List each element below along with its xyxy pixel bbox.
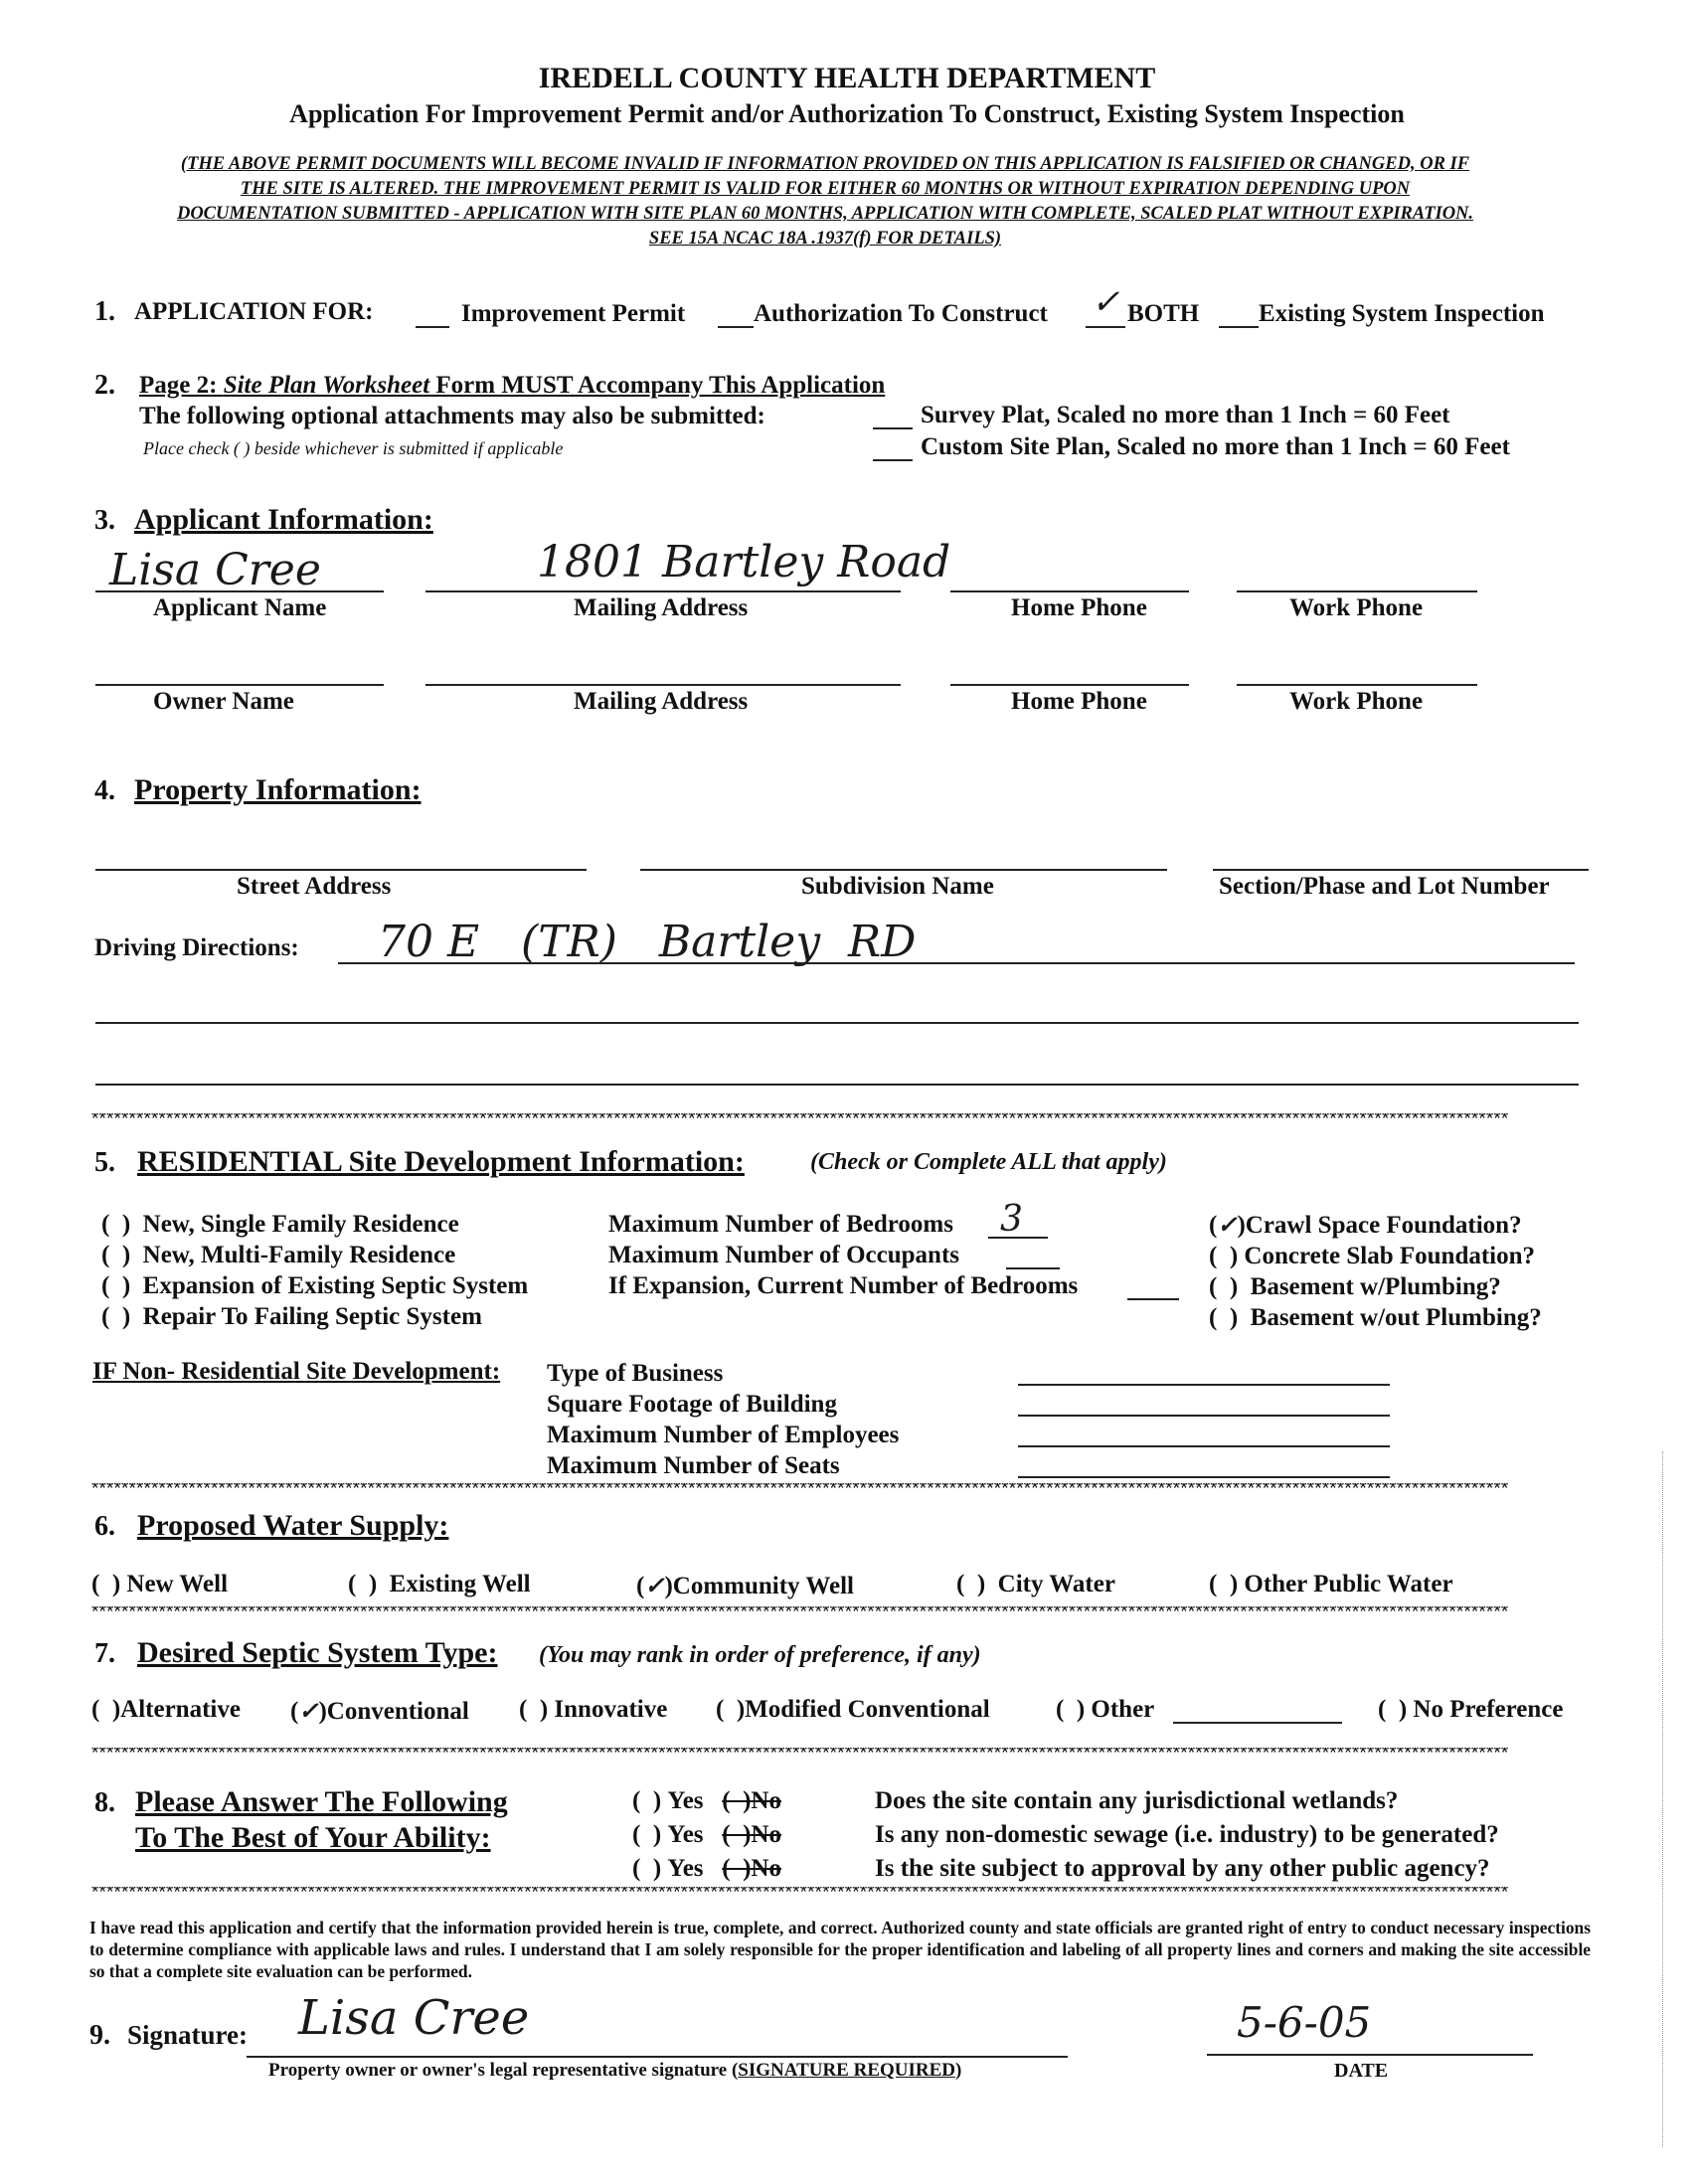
signature-label: Signature:	[127, 2020, 249, 2050]
septic-type-note: (You may rank in order of preference, if any)	[539, 1642, 981, 1668]
foundation-concrete-slab[interactable]: ( ) Concrete Slab Foundation?	[1209, 1243, 1536, 1269]
site-plan-heading-a: Page 2:	[139, 372, 224, 399]
applicant-address-line	[425, 590, 901, 592]
directions-line-3[interactable]	[95, 1084, 1579, 1086]
custom-site-plan-blank[interactable]	[873, 459, 913, 461]
section-6-number: 6.	[94, 1511, 115, 1542]
res-option-repair[interactable]: ( ) Repair To Failing Septic System	[101, 1303, 482, 1330]
res-option-multi-family-label: New, Multi-Family Residence	[142, 1242, 456, 1268]
res-option-multi-family[interactable]: ( ) New, Multi-Family Residence	[101, 1242, 456, 1268]
optional-attachments-text: The following optional attachments may also be submitted:	[139, 403, 765, 429]
septic-modified-conventional-label: Modified Conventional	[745, 1696, 990, 1723]
notice-line-4: SEE 15A NCAC 18A .1937(f) FOR DETAILS)	[648, 229, 1002, 249]
type-of-business-label: Type of Business	[547, 1360, 724, 1387]
separator-1: **********************************************************************************************************************************************************************************************	[89, 1113, 1507, 1127]
res-option-repair-label: Repair To Failing Septic System	[142, 1303, 482, 1330]
square-footage-label: Square Footage of Building	[547, 1391, 837, 1418]
sewage-yes[interactable]: ( ) Yes	[632, 1821, 704, 1848]
max-occupants-label: Maximum Number of Occupants	[608, 1242, 960, 1268]
water-other-public[interactable]: ( ) Other Public Water	[1209, 1571, 1453, 1597]
res-option-expansion-label: Expansion of Existing Septic System	[142, 1272, 529, 1299]
sewage-no-label: No	[751, 1821, 781, 1848]
owner-work-phone-label: Work Phone	[1289, 688, 1424, 715]
residential-note: (Check or Complete ALL that apply)	[810, 1149, 1167, 1175]
agency-yes[interactable]: ( ) Yes	[632, 1855, 704, 1882]
septic-other-label: Other	[1091, 1696, 1155, 1723]
question-wetlands-row	[632, 1787, 781, 1815]
water-existing-well-label: Existing Well	[389, 1571, 531, 1597]
owner-name-label: Owner Name	[153, 688, 294, 715]
section-lot-line[interactable]	[1213, 869, 1589, 871]
section-lot-label: Section/Phase and Lot Number	[1219, 873, 1550, 900]
septic-innovative[interactable]: ( ) Innovative	[519, 1696, 668, 1723]
septic-conventional-label: Conventional	[326, 1698, 469, 1725]
survey-plat-option: Survey Plat, Scaled no more than 1 Inch = 60 Feet	[921, 402, 1450, 428]
certification-text: I have read this application and certify that the information provided herein is true, complete, and correct. Authorized county and state officials are granted right of entry to conduct necessary inspections to determine compliance with applicable laws and rules. I understand that I am solely responsible for the proper identification and labeling of all property lines and corners and making the site accessible so that a complete site evaluation can be performed.	[89, 1918, 1591, 1981]
street-address-line[interactable]	[95, 869, 587, 871]
existing-inspection-blank[interactable]	[1219, 326, 1259, 328]
water-new-well-label: New Well	[126, 1571, 229, 1597]
date-value[interactable]: 5-6-05	[1237, 1998, 1372, 2047]
scan-edge-mark	[1662, 1451, 1664, 2147]
question-wetlands: Does the site contain any jurisdictional wetlands?	[875, 1787, 1399, 1814]
agency-no[interactable]: ( )No	[722, 1855, 781, 1882]
current-bedrooms-blank[interactable]	[1127, 1298, 1179, 1300]
foundation-concrete-slab-label: Concrete Slab Foundation?	[1244, 1243, 1536, 1269]
sewage-no[interactable]: ( )No	[722, 1821, 781, 1848]
separator-5: **********************************************************************************************************************************************************************************************	[89, 1887, 1507, 1901]
foundation-basement-plumbing[interactable]: ( ) Basement w/Plumbing?	[1209, 1273, 1501, 1300]
answer-heading-2: To The Best of Your Ability:	[135, 1821, 491, 1854]
site-plan-heading-b: Site Plan Worksheet	[223, 372, 430, 399]
form-subtitle: Application For Improvement Permit and/or Authorization To Construct, Existing System Inspection	[289, 99, 1405, 128]
foundation-basement-no-plumbing-label: Basement w/out Plumbing?	[1250, 1304, 1542, 1331]
section-2-number: 2.	[94, 370, 115, 401]
non-residential-label: IF Non- Residential Site Development:	[92, 1358, 501, 1385]
owner-address-line[interactable]	[425, 684, 901, 686]
septic-other[interactable]: ( ) Other	[1056, 1696, 1155, 1723]
property-info-heading: Property Information:	[134, 773, 422, 806]
water-city-water[interactable]: ( ) City Water	[956, 1571, 1115, 1597]
water-new-well[interactable]: ( ) New Well	[91, 1571, 229, 1597]
notice-line-1: (THE ABOVE PERMIT DOCUMENTS WILL BECOME INVALID IF INFORMATION PROVIDED ON THIS APPLICATION IS FALSIFIED OR CHANGED, OR IF	[180, 154, 1470, 174]
max-seats-blank[interactable]	[1018, 1476, 1390, 1478]
signature-caption-c: )	[955, 2060, 962, 2081]
question-sewage-row	[632, 1821, 781, 1849]
date-label: DATE	[1334, 2060, 1389, 2082]
owner-home-phone-label: Home Phone	[1011, 688, 1147, 715]
applicant-name-label: Applicant Name	[153, 594, 327, 621]
signature-caption-a: Property owner or owner's legal representative signature (	[268, 2060, 739, 2081]
notice-line-2: THE SITE IS ALTERED. THE IMPROVEMENT PERMIT IS VALID FOR EITHER 60 MONTHS OR WITHOUT EXPIRATION DEPENDING UPON	[240, 179, 1411, 199]
separator-2: **********************************************************************************************************************************************************************************************	[89, 1483, 1507, 1497]
max-employees-blank[interactable]	[1018, 1445, 1390, 1447]
signature-value[interactable]: Lisa Cree	[298, 1990, 530, 2046]
type-of-business-blank[interactable]	[1018, 1384, 1390, 1386]
crawl-space-checkmark: ✓	[1217, 1210, 1238, 1239]
water-existing-well[interactable]: ( ) Existing Well	[348, 1571, 531, 1597]
question-agency-row	[632, 1855, 781, 1883]
place-check-note: Place check ( ) beside whichever is submitted if applicable	[143, 438, 564, 458]
non-residential-items	[547, 1358, 899, 1481]
residential-heading: RESIDENTIAL Site Development Information:	[137, 1145, 745, 1178]
site-plan-heading	[139, 372, 885, 400]
wetlands-yes[interactable]: ( ) Yes	[632, 1787, 704, 1814]
signature-caption	[268, 2060, 961, 2082]
notice-line-3: DOCUMENTATION SUBMITTED - APPLICATION WITH SITE PLAN 60 MONTHS, APPLICATION WITH COMPLETE, SCALED PLAT WITHOUT EXPIRATION.	[176, 204, 1474, 224]
applicant-home-phone-line[interactable]	[950, 590, 1189, 592]
driving-directions-label: Driving Directions:	[94, 934, 299, 961]
applicant-home-phone-label: Home Phone	[1011, 594, 1147, 621]
max-bedrooms-label: Maximum Number of Bedrooms	[608, 1211, 953, 1238]
subdivision-label: Subdivision Name	[801, 873, 994, 900]
section-5-number: 5.	[94, 1147, 115, 1178]
street-address-label: Street Address	[237, 873, 392, 900]
survey-plat-blank[interactable]	[873, 427, 913, 429]
max-occupants-blank[interactable]	[1006, 1267, 1060, 1269]
authorization-option: Authorization To Construct	[754, 300, 1048, 327]
septic-alternative-label: Alternative	[120, 1696, 241, 1723]
applicant-mailing-address-label: Mailing Address	[574, 594, 749, 621]
max-bedrooms-value[interactable]: 3	[1000, 1199, 1023, 1240]
date-line	[1207, 2054, 1533, 2056]
sewage-yes-label: Yes	[667, 1821, 704, 1848]
water-city-water-label: City Water	[997, 1571, 1115, 1597]
custom-site-plan-option: Custom Site Plan, Scaled no more than 1 Inch = 60 Feet	[921, 433, 1510, 460]
community-well-checkmark: ✓	[644, 1571, 665, 1599]
improvement-permit-option: Improvement Permit	[461, 300, 686, 327]
conventional-checkmark: ✓	[298, 1696, 319, 1725]
separator-4: **********************************************************************************************************************************************************************************************	[89, 1748, 1507, 1762]
septic-conventional[interactable]: (✓)Conventional	[290, 1696, 469, 1725]
agency-no-label: No	[751, 1855, 781, 1882]
section-9-number: 9.	[89, 2020, 110, 2051]
both-blank[interactable]	[1086, 326, 1125, 328]
applicant-work-phone-label: Work Phone	[1289, 594, 1424, 621]
square-footage-blank[interactable]	[1018, 1415, 1390, 1417]
septic-no-preference[interactable]: ( ) No Preference	[1378, 1696, 1564, 1723]
max-occupants-row	[608, 1240, 1078, 1270]
water-community-well-label: Community Well	[672, 1573, 854, 1599]
owner-mailing-address-label: Mailing Address	[574, 688, 749, 715]
existing-inspection-option: Existing System Inspection	[1259, 300, 1545, 327]
wetlands-no[interactable]: ( )No	[722, 1787, 781, 1814]
answer-heading-1: Please Answer The Following	[135, 1785, 508, 1818]
septic-alternative[interactable]: ( )Alternative	[91, 1696, 241, 1723]
driving-directions-value[interactable]: 70 E (TR) Bartley RD	[378, 917, 917, 967]
directions-line-1	[338, 962, 1575, 964]
septic-no-preference-label: No Preference	[1413, 1696, 1564, 1723]
section-7-number: 7.	[94, 1638, 115, 1669]
foundation-crawl-space[interactable]: (✓)Crawl Space Foundation?	[1209, 1210, 1522, 1239]
applicant-name-line	[95, 590, 384, 592]
directions-line-2[interactable]	[95, 1022, 1579, 1024]
residential-col1	[101, 1209, 528, 1332]
water-other-public-label: Other Public Water	[1244, 1571, 1453, 1597]
res-option-expansion[interactable]: ( ) Expansion of Existing Septic System	[101, 1272, 529, 1299]
both-checkmark: ✓	[1092, 282, 1120, 322]
question-sewage: Is any non-domestic sewage (i.e. industry) to be generated?	[875, 1821, 1499, 1848]
application-for-label: APPLICATION FOR:	[134, 298, 374, 325]
improvement-permit-blank[interactable]	[416, 326, 449, 328]
authorization-blank[interactable]	[718, 326, 754, 328]
department-title: IREDELL COUNTY HEALTH DEPARTMENT	[538, 62, 1156, 94]
section-1-number: 1.	[94, 296, 115, 327]
current-bedrooms-row	[608, 1270, 1078, 1301]
signature-line	[247, 2056, 1068, 2058]
foundation-basement-no-plumbing[interactable]: ( ) Basement w/out Plumbing?	[1209, 1304, 1542, 1331]
wetlands-yes-label: Yes	[667, 1787, 704, 1814]
owner-work-phone-line[interactable]	[1237, 684, 1477, 686]
owner-name-line[interactable]	[95, 684, 384, 686]
both-option: BOTH	[1127, 300, 1200, 327]
residential-col3	[1209, 1209, 1542, 1333]
signature-required: SIGNATURE REQUIRED	[738, 2060, 956, 2081]
septic-other-blank[interactable]	[1173, 1722, 1342, 1724]
question-agency: Is the site subject to approval by any other public agency?	[875, 1855, 1490, 1882]
septic-innovative-label: Innovative	[554, 1696, 668, 1723]
water-community-well[interactable]: (✓)Community Well	[636, 1571, 854, 1599]
water-supply-heading: Proposed Water Supply:	[137, 1509, 449, 1542]
subdivision-line[interactable]	[640, 869, 1167, 871]
current-bedrooms-label: If Expansion, Current Number of Bedrooms	[608, 1272, 1079, 1299]
foundation-basement-plumbing-label: Basement w/Plumbing?	[1250, 1273, 1501, 1300]
separator-3: **********************************************************************************************************************************************************************************************	[89, 1606, 1507, 1620]
section-8-number: 8.	[94, 1787, 115, 1818]
septic-modified-conventional[interactable]: ( )Modified Conventional	[716, 1696, 990, 1723]
section-4-number: 4.	[94, 775, 115, 806]
applicant-info-heading: Applicant Information:	[134, 503, 433, 536]
foundation-crawl-space-label: Crawl Space Foundation?	[1245, 1212, 1522, 1239]
res-option-single-family[interactable]: ( ) New, Single Family Residence	[101, 1211, 459, 1238]
wetlands-no-label: No	[751, 1787, 781, 1814]
septic-type-heading: Desired Septic System Type:	[137, 1636, 498, 1669]
owner-home-phone-line[interactable]	[950, 684, 1189, 686]
site-plan-heading-c: Form MUST Accompany This Application	[429, 372, 886, 399]
res-option-single-family-label: New, Single Family Residence	[142, 1211, 459, 1238]
agency-yes-label: Yes	[667, 1855, 704, 1882]
applicant-address-value[interactable]: 1801 Bartley Road	[537, 537, 951, 588]
applicant-name-value[interactable]: Lisa Cree	[109, 545, 321, 595]
applicant-work-phone-line[interactable]	[1237, 590, 1477, 592]
section-3-number: 3.	[94, 505, 115, 536]
max-seats-label: Maximum Number of Seats	[547, 1452, 840, 1479]
max-employees-label: Maximum Number of Employees	[547, 1422, 900, 1448]
